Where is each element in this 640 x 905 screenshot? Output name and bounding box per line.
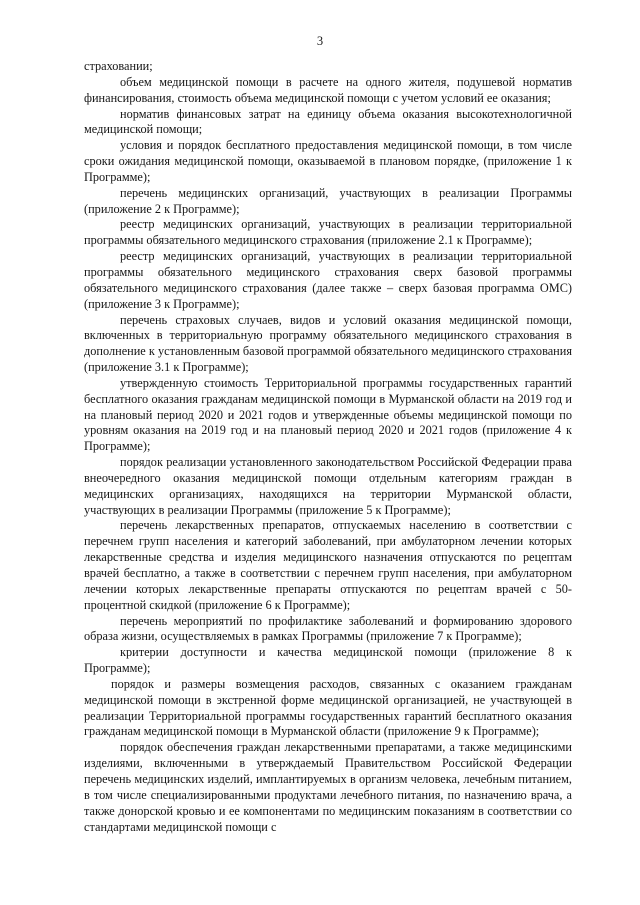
- paragraph-drug-provision: порядок обеспечения граждан лекарственными препаратами, а также медицинскими изделиями, включенными в утверждаемый Правительством Российской Федерации перечень медицинских изделий, имплантируемых в организм человека, лечебным питанием, в том числе специализированными продуктами лечебного питания, по назначению врача, а также донорской кровью и ее компонентами по медицинским показаниям в соответствии со стандартами медицинской помощи с: [84, 740, 572, 834]
- page-number: 3: [316, 34, 324, 48]
- paragraph-registry-appendix-2-1: реестр медицинских организаций, участвующих в реализации территориальной программы обязательного медицинского страхования (приложение 2.1 к Программе);: [84, 217, 572, 248]
- paragraph-conditions-appendix-1: условия и порядок бесплатного предоставления медицинской помощи, в том числе сроки ожидания медицинской помощи, оказываемой в плановом порядке, (приложение 1 к Программе);: [84, 138, 572, 184]
- paragraph-approved-cost-appendix-4: утвержденную стоимость Территориальной программы государственных гарантий бесплатного оказания гражданам медицинской помощи в Мурманской области на 2019 год и на плановый период 2020 и 2021 годов и утвержденные объемы медицинской помощи по уровням оказания на 2019 год и на плановый период 2020 и 2021 годов (приложение 4 к Программе);: [84, 375, 572, 454]
- paragraph-priority-care-appendix-5: порядок реализации установленного законодательством Российской Федерации права внеочередного оказания медицинской помощи отдельным категориям граждан в медицинских организациях, находящихся на территории Мурманской области, участвующих в реализации Программы (приложение 5 к Программе);: [84, 455, 572, 517]
- paragraph-registry-appendix-3: реестр медицинских организаций, участвующих в реализации территориальной программы обязательного медицинского страхования сверх базовой программы обязательного медицинского страхования (далее также – сверх базовая программа ОМС) (приложение 3 к Программе);: [84, 249, 572, 311]
- document-body: [84, 59, 572, 835]
- paragraph-insurance-cases-appendix-3-1: перечень страховых случаев, видов и условий оказания медицинской помощи, включенных в территориальную программу обязательного медицинского страхования в дополнение к установленным базовой программой обязательного медицинского страхования (приложение 3.1 к Программе);: [84, 312, 572, 375]
- paragraph-high-tech-cost-norm: норматив финансовых затрат на единицу объема оказания высокотехнологичной медицинской помощи;: [84, 106, 572, 137]
- paragraph-reimbursement-appendix-9: порядок и размеры возмещения расходов, связанных с оказанием гражданам медицинской помощи в экстренной форме медицинской организацией, не участвующей в реализации Территориальной программы государственных гарантий бесплатного оказания гражданам медицинской помощи в Мурманской области (приложение 9 к Программе);: [84, 676, 572, 739]
- paragraph-organizations-appendix-2: перечень медицинских организаций, участвующих в реализации Программы (приложение 2 к Программе);: [84, 185, 572, 216]
- paragraph-prevention-appendix-7: перечень мероприятий по профилактике заболеваний и формированию здорового образа жизни, осуществляемых в рамках Программы (приложение 7 к Программе);: [84, 613, 572, 644]
- paragraph-medical-care-volume: объем медицинской помощи в расчете на одного жителя, подушевой норматив финансирования, стоимость объема медицинской помощи с учетом условий ее оказания;: [84, 74, 572, 105]
- paragraph-continuation: страховании;: [84, 59, 153, 73]
- paragraph-drugs-list-appendix-6: перечень лекарственных препаратов, отпускаемых населению в соответствии с перечнем групп населения и категорий заболеваний, при амбулаторном лечении которых лекарственные средства и изделия медицинского назначения отпускаются по рецептам врачей бесплатно, а также в соответствии с перечнем групп населения, при амбулаторном лечении которых лекарственные препараты отпускаются по рецептам врачей с 50-процентной скидкой (приложение 6 к Программе);: [84, 518, 572, 612]
- paragraph-quality-criteria-appendix-8: критерии доступности и качества медицинской помощи (приложение 8 к Программе);: [84, 645, 572, 676]
